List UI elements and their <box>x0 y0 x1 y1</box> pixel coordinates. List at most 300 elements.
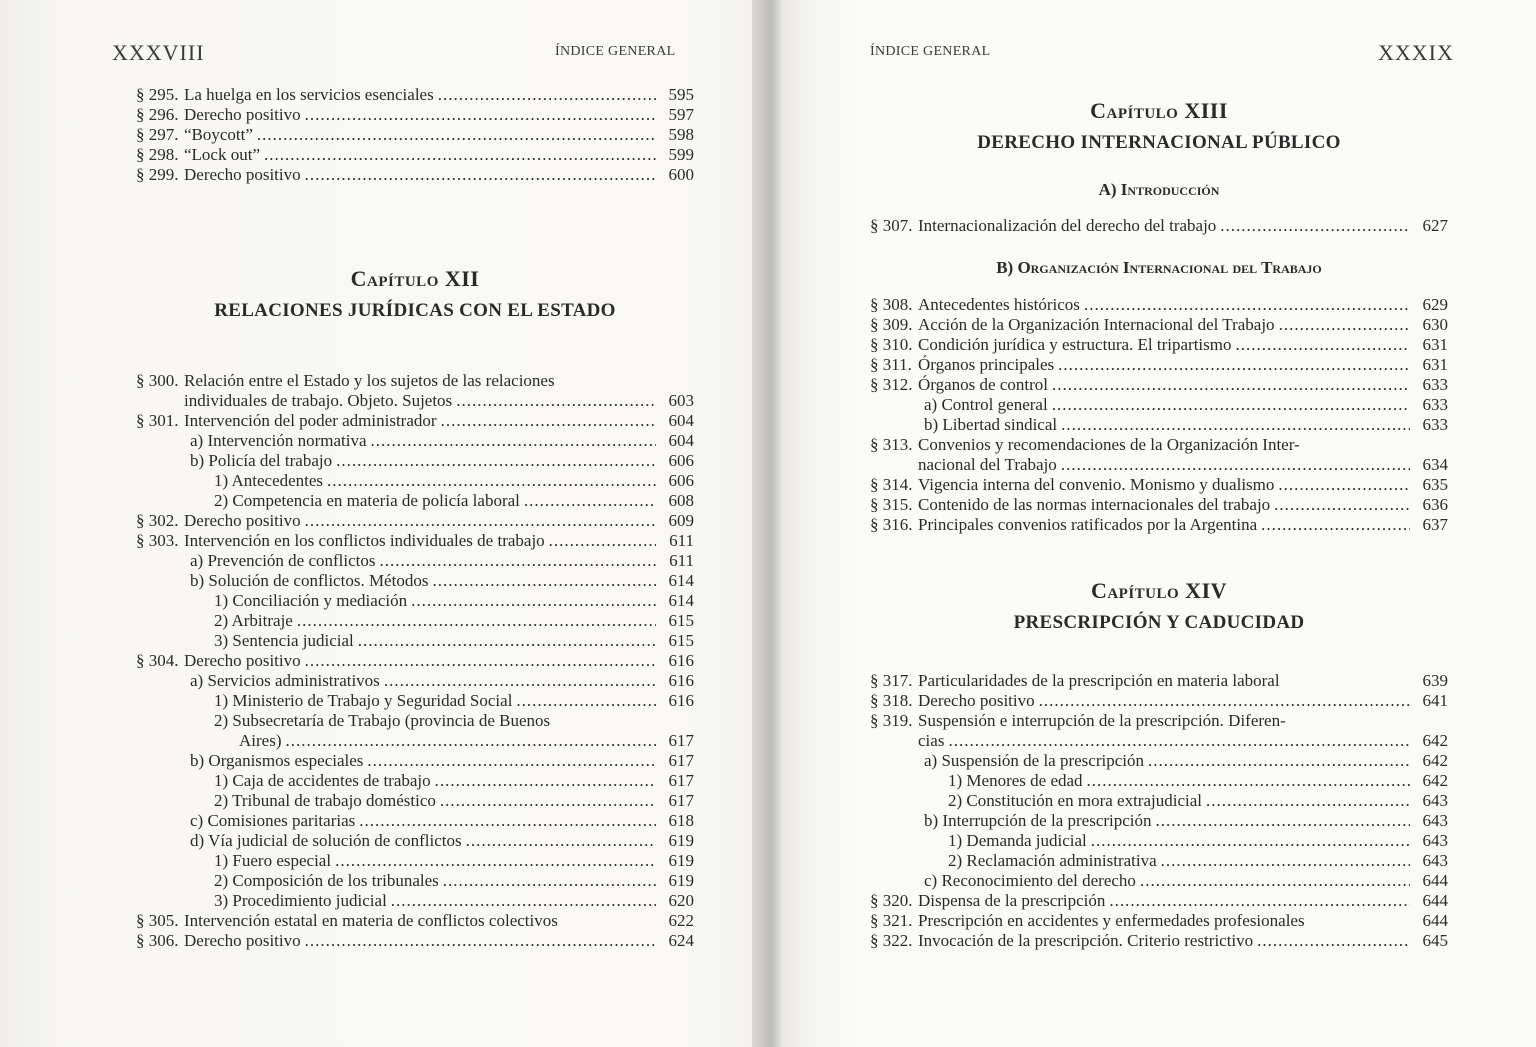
section-heading-b: B) Organización Internacional del Trabajo <box>996 258 1322 277</box>
entry-title <box>184 125 660 145</box>
entry-text: 2) Subsecretaría de Trabajo (provincia de Buenos <box>214 711 551 730</box>
toc-entry <box>870 731 1448 751</box>
entry-title <box>184 731 660 751</box>
entry-text: 3) Sentencia judicial <box>214 631 354 650</box>
page-number: 639 <box>1422 671 1448 690</box>
entry-text: Dispensa de la prescripción <box>918 891 1106 910</box>
toc-entry <box>136 891 694 911</box>
entry-text: a) Servicios administrativos <box>190 671 380 690</box>
dot-leader <box>1161 851 1410 871</box>
section-number: § 305. <box>136 911 179 930</box>
toc-entry <box>870 891 1448 911</box>
entry-title <box>918 791 1414 811</box>
toc-entry <box>136 411 694 431</box>
entry-text: b) Libertad sindical <box>924 415 1058 434</box>
dot-leader <box>440 791 656 811</box>
entry-text: 1) Demanda judicial <box>948 831 1087 850</box>
dot-leader <box>1257 931 1410 951</box>
page-number: 637 <box>1422 515 1448 534</box>
entry-text: 2) Constitución en mora extrajudicial <box>948 791 1202 810</box>
toc-entry <box>136 571 694 591</box>
page-number: 598 <box>668 125 694 144</box>
entry-text: Relación entre el Estado y los sujetos de las relaciones <box>184 371 555 390</box>
dot-leader <box>1058 355 1410 375</box>
toc-list-b <box>870 295 1448 535</box>
dot-leader <box>1087 771 1410 791</box>
dot-leader <box>359 811 656 831</box>
dot-leader <box>1148 751 1410 771</box>
section-number: § 304. <box>136 651 179 670</box>
toc-entry <box>870 315 1448 335</box>
page-number: 615 <box>668 631 694 650</box>
section-number: § 319. <box>870 711 913 730</box>
entry-title <box>918 831 1414 851</box>
page-number: 604 <box>668 411 694 430</box>
entry-title <box>184 531 660 551</box>
page-number: 643 <box>1422 851 1448 870</box>
entry-title <box>918 315 1414 335</box>
toc-entry <box>136 911 694 931</box>
dot-leader <box>305 931 656 951</box>
dot-leader <box>549 531 656 551</box>
entry-text: nacional del Trabajo <box>918 455 1057 474</box>
toc-entry <box>136 491 694 511</box>
toc-list-c <box>870 671 1448 951</box>
entry-title <box>184 551 660 571</box>
dot-leader <box>336 451 656 471</box>
toc-entry <box>136 791 694 811</box>
entry-text: 1) Menores de edad <box>948 771 1083 790</box>
entry-text: “Lock out” <box>184 145 260 164</box>
entry-title <box>184 631 660 651</box>
entry-title <box>918 455 1414 475</box>
entry-title <box>184 711 660 731</box>
entry-text: Aires) <box>239 731 282 750</box>
toc-entry <box>870 515 1448 535</box>
entry-title <box>918 811 1414 831</box>
section-number: § 309. <box>870 315 913 334</box>
section-number: § 298. <box>136 145 179 164</box>
running-head: ÍNDICE GENERAL <box>555 44 676 59</box>
dot-leader <box>264 145 656 165</box>
toc-entry <box>870 771 1448 791</box>
entry-text: Condición jurídica y estructura. El tripartismo <box>918 335 1232 354</box>
page-number: 615 <box>668 611 694 630</box>
toc-entry <box>870 335 1448 355</box>
dot-leader <box>1084 295 1410 315</box>
entry-title <box>184 851 660 871</box>
dot-leader <box>305 651 656 671</box>
page-number: 604 <box>668 431 694 450</box>
entry-title <box>184 511 660 531</box>
entry-text: 2) Tribunal de trabajo doméstico <box>214 791 436 810</box>
entry-title <box>184 891 660 911</box>
page-number: 633 <box>1422 415 1448 434</box>
toc-entry <box>136 871 694 891</box>
section-number: § 303. <box>136 531 179 550</box>
toc-entry <box>870 435 1448 455</box>
dot-leader <box>327 471 656 491</box>
entry-title <box>918 475 1414 495</box>
page-number: 643 <box>1422 791 1448 810</box>
entry-title <box>184 85 660 105</box>
entry-text: 1) Caja de accidentes de trabajo <box>214 771 431 790</box>
page-number: 616 <box>668 671 694 690</box>
entry-text: “Boycott” <box>184 125 253 144</box>
entry-text: Antecedentes históricos <box>918 295 1080 314</box>
page-number: 635 <box>1422 475 1448 494</box>
dot-leader <box>391 891 656 911</box>
entry-title <box>918 871 1414 891</box>
toc-entry <box>870 671 1448 691</box>
entry-text: Prescripción en accidentes y enfermedades profesionales <box>918 911 1305 930</box>
toc-entry <box>136 145 694 165</box>
page-number: 644 <box>1422 911 1448 930</box>
toc-entry <box>136 611 694 631</box>
toc-entry <box>870 691 1448 711</box>
section-number: § 315. <box>870 495 913 514</box>
toc-entry <box>136 85 694 105</box>
page-number: 617 <box>668 771 694 790</box>
dot-leader <box>1279 315 1410 335</box>
dot-leader <box>438 85 656 105</box>
page-number: 606 <box>668 451 694 470</box>
section-heading-a: A) Introducción <box>1098 180 1220 199</box>
section-number: § 316. <box>870 515 913 534</box>
toc-entry <box>870 851 1448 871</box>
toc-entry <box>870 831 1448 851</box>
page-number: 627 <box>1422 216 1448 235</box>
toc-entry <box>136 731 694 751</box>
entry-text: b) Interrupción de la prescripción <box>924 811 1152 830</box>
entry-text: a) Intervención normativa <box>190 431 367 450</box>
entry-title <box>184 411 660 431</box>
toc-entry <box>870 216 1448 236</box>
entry-text: Convenios y recomendaciones de la Organización Inter- <box>918 435 1300 454</box>
chapter-title: RELACIONES JURÍDICAS CON EL ESTADO <box>214 300 616 321</box>
section-number: § 300. <box>136 371 179 390</box>
page-number: 633 <box>1422 375 1448 394</box>
page-number: 642 <box>1422 731 1448 750</box>
toc-entry <box>870 791 1448 811</box>
page-folio: XXXIX <box>1378 40 1454 65</box>
chapter-label: Capítulo XIII <box>1090 98 1228 123</box>
page-number: 599 <box>668 145 694 164</box>
dot-leader <box>297 611 656 631</box>
entry-title <box>918 911 1414 931</box>
toc-entry <box>136 671 694 691</box>
page-number: 642 <box>1422 751 1448 770</box>
page-number: 616 <box>668 651 694 670</box>
section-number: § 306. <box>136 931 179 950</box>
entry-text: b) Solución de conflictos. Métodos <box>190 571 429 590</box>
page-number: 614 <box>668 591 694 610</box>
entry-title <box>918 671 1414 691</box>
dot-leader <box>1052 375 1410 395</box>
dot-leader <box>1061 455 1410 475</box>
entry-text: Intervención del poder administrador <box>184 411 437 430</box>
toc-entry <box>136 851 694 871</box>
entry-text: 2) Reclamación administrativa <box>948 851 1157 870</box>
dot-leader <box>1061 415 1410 435</box>
entry-text: 1) Antecedentes <box>214 471 324 490</box>
entry-title <box>184 451 660 471</box>
dot-leader <box>456 391 656 411</box>
page-number: 620 <box>668 891 694 910</box>
toc-entry <box>870 415 1448 435</box>
page-number: 618 <box>668 811 694 830</box>
toc-entry <box>870 911 1448 931</box>
dot-leader <box>380 551 656 571</box>
toc-list-top <box>136 85 694 185</box>
page-number: 600 <box>668 165 694 184</box>
toc-entry <box>870 711 1448 731</box>
entry-title <box>184 611 660 631</box>
chapter-heading <box>870 98 1448 154</box>
right-page <box>800 0 1536 1047</box>
dot-leader <box>1109 891 1410 911</box>
page-folio: XXXVIII <box>112 40 205 65</box>
dot-leader <box>305 511 656 531</box>
entry-title <box>918 711 1414 731</box>
toc-entry <box>136 451 694 471</box>
entry-text: Derecho positivo <box>184 165 301 184</box>
section-number: § 302. <box>136 511 179 530</box>
entry-text: Suspensión e interrupción de la prescripción. Diferen- <box>918 711 1286 730</box>
dot-leader <box>411 591 656 611</box>
toc-entry <box>136 651 694 671</box>
entry-title <box>918 335 1414 355</box>
toc-entry <box>136 125 694 145</box>
entry-title <box>184 791 660 811</box>
entry-title <box>918 691 1414 711</box>
entry-text: Contenido de las normas internacionales del trabajo <box>918 495 1271 514</box>
entry-title <box>184 391 660 411</box>
entry-title <box>918 375 1414 395</box>
page-number: 619 <box>668 851 694 870</box>
entry-title <box>184 691 660 711</box>
entry-title <box>184 105 660 125</box>
entry-title <box>184 671 660 691</box>
dot-leader <box>466 831 656 851</box>
toc-entry <box>136 391 694 411</box>
page-number: 611 <box>669 531 694 550</box>
toc-entry <box>870 355 1448 375</box>
entry-text: Derecho positivo <box>184 105 301 124</box>
entry-text: 1) Conciliación y mediación <box>214 591 408 610</box>
entry-text: b) Policía del trabajo <box>190 451 333 470</box>
dot-leader <box>1278 475 1410 495</box>
toc-entry <box>136 631 694 651</box>
dot-leader <box>1156 811 1410 831</box>
page-number: 645 <box>1422 931 1448 950</box>
entry-title <box>184 571 660 591</box>
entry-title <box>184 911 660 931</box>
dot-leader <box>305 165 656 185</box>
dot-leader <box>432 571 656 591</box>
entry-title <box>184 145 660 165</box>
dot-leader <box>524 491 656 511</box>
page-number: 644 <box>1422 891 1448 910</box>
entry-text: Derecho positivo <box>184 931 301 950</box>
dot-leader <box>948 731 1410 751</box>
entry-title <box>918 216 1414 236</box>
dot-leader <box>435 771 656 791</box>
section-number: § 308. <box>870 295 913 314</box>
dot-leader <box>1261 515 1410 535</box>
section-number: § 310. <box>870 335 913 354</box>
entry-text: Derecho positivo <box>184 511 301 530</box>
entry-text: Intervención en los conflictos individuales de trabajo <box>184 531 545 550</box>
section-number: § 307. <box>870 216 913 235</box>
toc-entry <box>136 751 694 771</box>
entry-title <box>184 831 660 851</box>
section-number: § 313. <box>870 435 913 454</box>
chapter-heading <box>870 578 1448 634</box>
running-head: ÍNDICE GENERAL <box>870 44 991 59</box>
entry-text: cias <box>918 731 945 750</box>
page-number: 619 <box>668 831 694 850</box>
chapter-heading <box>136 266 694 322</box>
toc-entry <box>870 811 1448 831</box>
entry-text: Intervención estatal en materia de conflictos colectivos <box>184 911 558 930</box>
entry-text: Particularidades de la prescripción en materia laboral <box>918 671 1280 690</box>
entry-title <box>184 431 660 451</box>
entry-title <box>184 811 660 831</box>
entry-title <box>918 891 1414 911</box>
entry-text: 2) Composición de los tribunales <box>214 871 439 890</box>
toc-entry <box>870 295 1448 315</box>
toc-entry <box>136 105 694 125</box>
toc-entry <box>136 691 694 711</box>
entry-text: Vigencia interna del convenio. Monismo y dualismo <box>918 475 1275 494</box>
entry-title <box>918 495 1414 515</box>
toc-entry <box>136 471 694 491</box>
entry-text: d) Vía judicial de solución de conflictos <box>190 831 462 850</box>
entry-title <box>918 515 1414 535</box>
section-number: § 321. <box>870 911 913 930</box>
toc-entry <box>870 871 1448 891</box>
entry-title <box>184 591 660 611</box>
dot-leader <box>1235 335 1410 355</box>
page-number: 611 <box>669 551 694 570</box>
entry-title <box>918 931 1414 951</box>
page-number: 630 <box>1422 315 1448 334</box>
section-number: § 311. <box>870 355 912 374</box>
dot-leader <box>371 431 656 451</box>
page-number: 608 <box>668 491 694 510</box>
entry-text: Órganos principales <box>918 355 1055 374</box>
entry-title <box>184 165 660 185</box>
dot-leader <box>1220 216 1410 236</box>
entry-title <box>184 771 660 791</box>
section-number: § 295. <box>136 85 179 104</box>
entry-text: Invocación de la prescripción. Criterio restrictivo <box>918 931 1254 950</box>
entry-text: c) Reconocimiento del derecho <box>924 871 1136 890</box>
entry-text: 2) Arbitraje <box>214 611 293 630</box>
page-number: 606 <box>668 471 694 490</box>
section-number: § 320. <box>870 891 913 910</box>
left-page <box>0 0 760 1047</box>
page-number: 634 <box>1422 455 1448 474</box>
page-number: 643 <box>1422 811 1448 830</box>
section-number: § 318. <box>870 691 913 710</box>
section-number: § 314. <box>870 475 913 494</box>
toc-entry <box>136 431 694 451</box>
entry-title <box>918 395 1414 415</box>
entry-text: a) Suspensión de la prescripción <box>924 751 1144 770</box>
entry-text: b) Organismos especiales <box>190 751 364 770</box>
entry-title <box>918 731 1414 751</box>
dot-leader <box>285 731 656 751</box>
entry-text: Acción de la Organización Internacional del Trabajo <box>918 315 1275 334</box>
page-number: 636 <box>1422 495 1448 514</box>
chapter-label: Capítulo XIV <box>1090 578 1228 603</box>
dot-leader <box>1274 495 1410 515</box>
page-number: 642 <box>1422 771 1448 790</box>
section-number: § 317. <box>870 671 913 690</box>
section-number: § 301. <box>136 411 179 430</box>
entry-text: Derecho positivo <box>918 691 1035 710</box>
toc-entry <box>136 531 694 551</box>
page-number: 603 <box>668 391 694 410</box>
page-number: 643 <box>1422 831 1448 850</box>
toc-entry <box>136 711 694 731</box>
entry-text: 1) Ministerio de Trabajo y Seguridad Social <box>214 691 513 710</box>
entry-title <box>184 371 660 391</box>
toc-entry <box>870 931 1448 951</box>
toc-entry <box>136 165 694 185</box>
entry-title <box>918 415 1414 435</box>
entry-title <box>184 751 660 771</box>
dot-leader <box>1206 791 1410 811</box>
entry-text: c) Comisiones paritarias <box>190 811 356 830</box>
entry-text: La huelga en los servicios esenciales <box>184 85 434 104</box>
chapter-title: PRESCRIPCIÓN Y CADUCIDAD <box>1013 612 1305 633</box>
dot-leader <box>358 631 656 651</box>
entry-text: Internacionalización del derecho del trabajo <box>918 216 1217 235</box>
toc-entry <box>870 751 1448 771</box>
page-number: 617 <box>668 731 694 750</box>
dot-leader <box>367 751 656 771</box>
page-number: 614 <box>668 571 694 590</box>
entry-text: Órganos de control <box>918 375 1048 394</box>
toc-entry <box>136 771 694 791</box>
entry-text: 1) Fuero especial <box>214 851 332 870</box>
toc-entry <box>870 495 1448 515</box>
page-number: 631 <box>1422 355 1448 374</box>
toc-entry <box>136 831 694 851</box>
entry-title <box>918 851 1414 871</box>
entry-text: 2) Competencia en materia de policía laboral <box>214 491 520 510</box>
toc-entry <box>136 551 694 571</box>
dot-leader <box>1140 871 1410 891</box>
entry-title <box>184 471 660 491</box>
page-number: 641 <box>1422 691 1448 710</box>
page-number: 624 <box>668 931 694 950</box>
toc-entry <box>870 395 1448 415</box>
dot-leader <box>1039 691 1410 711</box>
page-number: 644 <box>1422 871 1448 890</box>
dot-leader <box>516 691 656 711</box>
entry-text: Derecho positivo <box>184 651 301 670</box>
entry-title <box>184 931 660 951</box>
section-number: § 297. <box>136 125 179 144</box>
dot-leader <box>335 851 656 871</box>
page-number: 617 <box>668 751 694 770</box>
toc-entry <box>870 455 1448 475</box>
toc-entry <box>136 931 694 951</box>
